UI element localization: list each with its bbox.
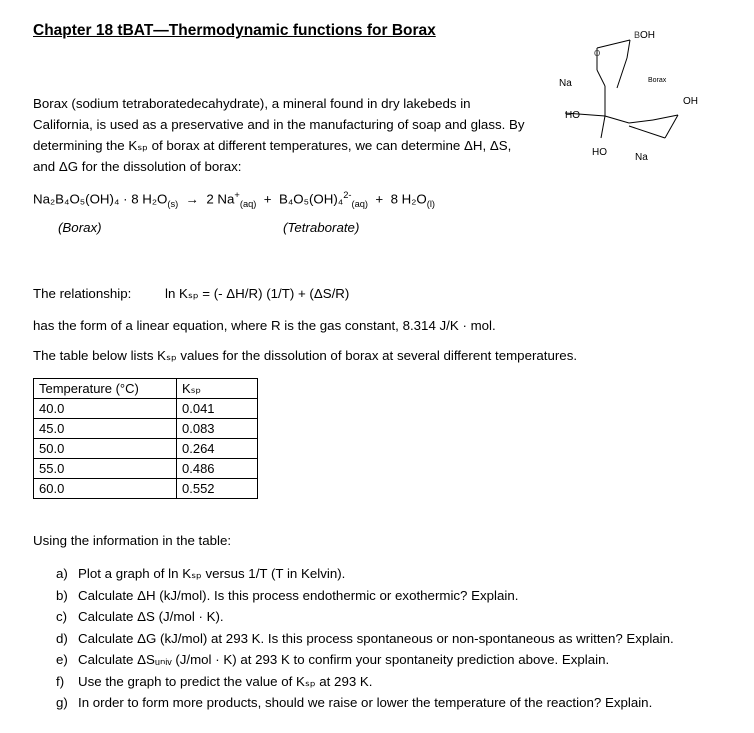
- structure-oxygen-label: O: [594, 49, 601, 58]
- structure-na-top: Na: [559, 78, 572, 89]
- eq-product2-charge: 2-: [343, 190, 352, 200]
- label-borax: (Borax): [58, 220, 102, 235]
- question-text: Plot a graph of ln Kₛₚ versus 1/T (T in Kelvin).: [78, 566, 346, 581]
- question-text: Calculate ΔS (J/mol · K).: [78, 609, 224, 624]
- ksp-table: [33, 378, 258, 499]
- using-info-text: Using the information in the table:: [33, 533, 232, 548]
- list-item: [56, 671, 746, 693]
- table-row: [34, 479, 258, 499]
- eq-product2-state: (aq): [351, 199, 369, 210]
- page-title: Chapter 18 tBAT—Thermodynamic functions for Borax: [33, 22, 436, 39]
- question-label: b): [56, 587, 68, 603]
- eq-product3-state: (l): [426, 199, 436, 210]
- question-text: Calculate ΔH (kJ/mol). Is this process endothermic or exothermic? Explain.: [78, 587, 519, 603]
- question-label: f): [56, 673, 65, 689]
- list-item: [56, 563, 746, 585]
- question-label: e): [56, 652, 68, 667]
- relationship-equation: ln Kₛₚ = (- ΔH/R) (1/T) + (ΔS/R): [165, 286, 350, 301]
- question-label: g): [56, 695, 68, 710]
- structure-ho-bottom: HO: [592, 147, 607, 158]
- table-intro: The table below lists Kₛₚ values for the dissolution of borax at several different temperatures.: [33, 348, 578, 363]
- structure-title-label: Borax: [648, 77, 667, 84]
- list-item: [56, 649, 746, 671]
- cell-temperature: 50.0: [34, 439, 177, 459]
- table-header-row: [34, 379, 258, 399]
- intro-paragraph: Borax (sodium tetraboratedecahydrate), a mineral found in dry lakebeds in California, is used as a preservative and in the manufacturing of soap and glass. By determining the Kₛₚ of borax at different temperatures, we can determine ΔH, ΔS, and ΔG for the dissolution of borax:: [33, 96, 525, 174]
- eq-product1-state: (aq): [239, 199, 257, 210]
- header-temperature: Temperature (°C): [34, 379, 177, 399]
- table-row: [34, 399, 258, 419]
- structure-na-bottom: Na: [635, 152, 648, 163]
- question-list: [56, 563, 746, 714]
- question-text: Calculate ΔSᵤₙᵢᵥ (J/mol · K) at 293 K to confirm your spontaneity prediction above. Explain.: [78, 652, 610, 667]
- question-label: a): [56, 566, 68, 581]
- structure-oh-right: OH: [683, 96, 698, 107]
- question-text: In order to form more products, should we raise or lower the temperature of the reaction? Explain.: [78, 695, 653, 710]
- list-item: [56, 585, 746, 607]
- cell-temperature: 55.0: [34, 459, 177, 479]
- eq-product2: B₄O₅(OH)₄: [278, 191, 344, 207]
- eq-plus-1: +: [263, 191, 272, 207]
- dissolution-equation: [33, 190, 435, 209]
- cell-ksp: 0.552: [177, 479, 258, 499]
- header-ksp: Kₛₚ: [177, 379, 258, 399]
- cell-ksp: 0.264: [177, 439, 258, 459]
- borax-structure-diagram: [535, 18, 745, 168]
- structure-ho-left: HO: [565, 110, 580, 121]
- eq-arrow: →: [185, 191, 199, 207]
- cell-temperature: 40.0: [34, 399, 177, 419]
- question-label: d): [56, 630, 68, 646]
- question-text: Calculate ΔG (kJ/mol) at 293 K. Is this process spontaneous or non-spontaneous as written? Explain.: [78, 630, 674, 646]
- table-row: [34, 459, 258, 479]
- list-item: [56, 628, 746, 650]
- structure-oh-top: OH: [640, 30, 655, 41]
- question-label: c): [56, 609, 68, 624]
- eq-product1: 2 Na: [206, 191, 235, 207]
- eq-reactant-state: (s): [167, 199, 179, 210]
- structure-boron-label: B: [634, 30, 641, 40]
- list-item: [56, 692, 746, 714]
- table-row: [34, 419, 258, 439]
- cell-ksp: 0.041: [177, 399, 258, 419]
- cell-ksp: 0.486: [177, 459, 258, 479]
- eq-product1-charge: +: [234, 190, 240, 200]
- table-row: [34, 439, 258, 459]
- cell-temperature: 60.0: [34, 479, 177, 499]
- eq-reactant: Na₂B₄O₅(OH)₄ · 8 H₂O: [33, 191, 168, 207]
- eq-product3: 8 H₂O: [390, 191, 427, 207]
- label-tetraborate: (Tetraborate): [283, 220, 360, 235]
- relationship-lead: The relationship:: [33, 286, 132, 301]
- cell-ksp: 0.083: [177, 419, 258, 439]
- eq-plus-2: +: [375, 191, 384, 207]
- question-text: Use the graph to predict the value of Kₛₚ at 293 K.: [78, 673, 373, 689]
- list-item: [56, 606, 746, 628]
- cell-temperature: 45.0: [34, 419, 177, 439]
- relationship-line: [33, 286, 349, 302]
- linear-equation-note: has the form of a linear equation, where R is the gas constant, 8.314 J/K · mol.: [33, 318, 496, 333]
